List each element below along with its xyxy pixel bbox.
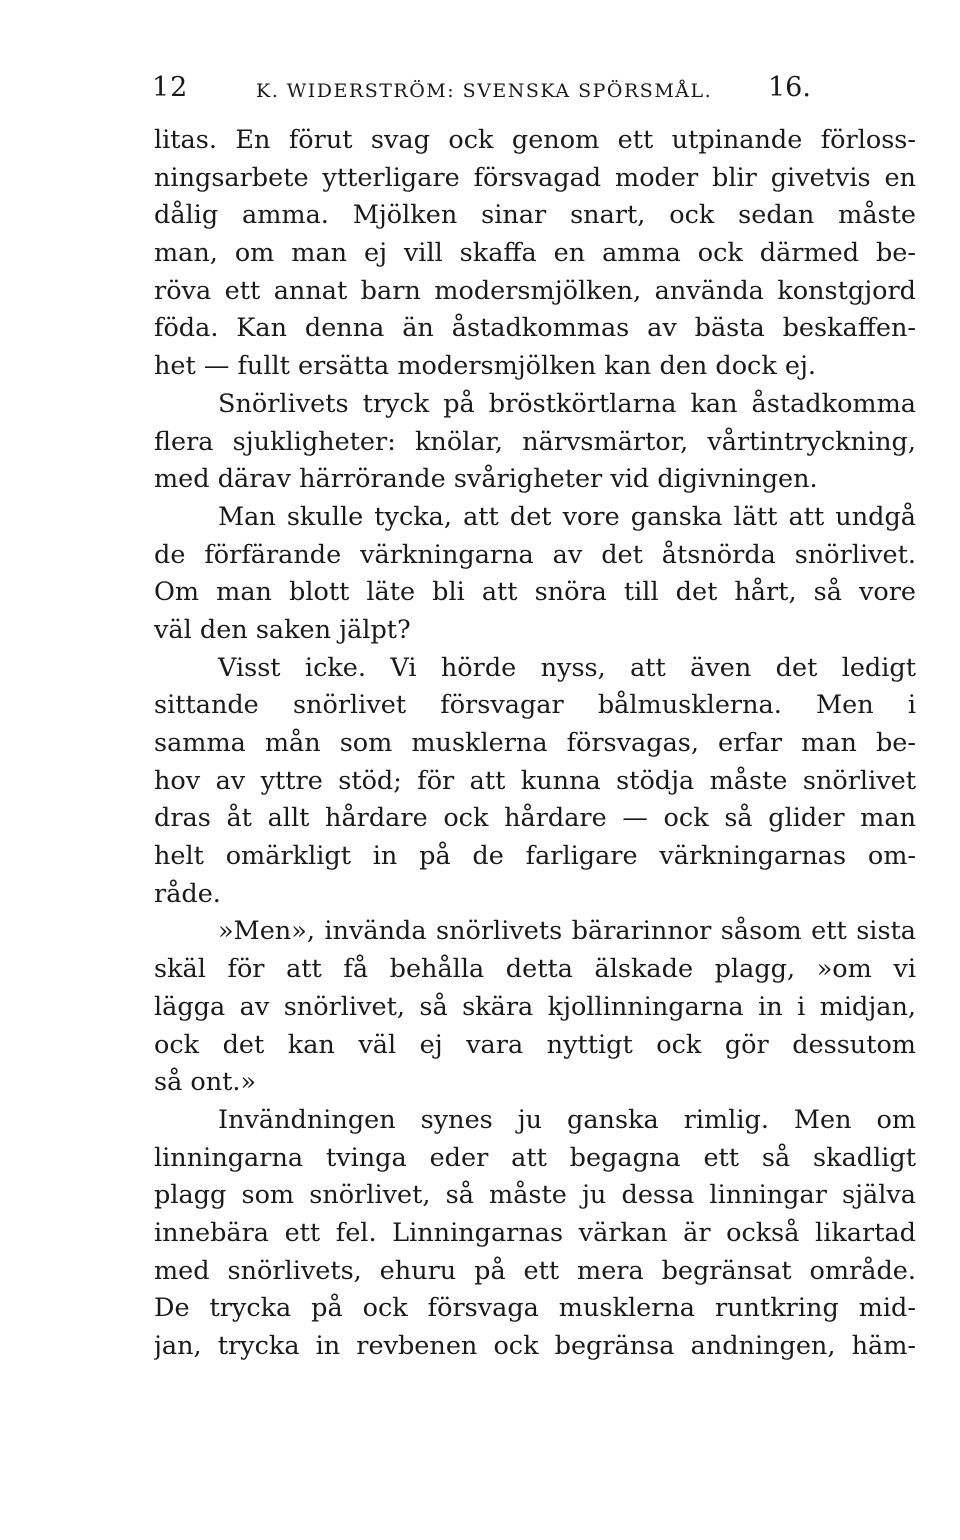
- text-line: »Men», invända snörlivets bärarinnor såsom ett sista: [218, 916, 916, 947]
- text-line: dålig amma. Mjölken sinar snart, ock sedan måste: [154, 200, 916, 231]
- text-line: ock det kan väl ej vara nyttigt ock gör dessutom: [154, 1029, 916, 1060]
- page-number: 12: [152, 72, 189, 103]
- text-line: Visst icke. Vi hörde nyss, att även det ledigt: [218, 652, 916, 683]
- text-line: linningarna tvinga eder att begagna ett så skadligt: [154, 1142, 916, 1173]
- text-line: De trycka på ock försvaga musklerna runtkring mid-: [154, 1293, 916, 1324]
- text-line: föda. Kan denna än åstadkommas av bästa beskaffen-: [154, 313, 916, 344]
- text-line: de förfärande värkningarna av det åtsnörda snörlivet.: [154, 539, 916, 570]
- text-line: plagg som snörlivet, så måste ju dessa linningar själva: [154, 1180, 916, 1211]
- text-line: jan, trycka in revbenen ock begränsa andningen, häm-: [154, 1331, 916, 1361]
- text-line: väl den saken jälpt?: [154, 614, 411, 645]
- text-line: lägga av snörlivet, så skära kjollinningarna in i midjan,: [154, 991, 916, 1022]
- running-title: K. WIDERSTRÖM: SVENSKA SPÖRSMÅL.: [256, 80, 713, 102]
- text-line: med därav härrörande svårigheter vid digivningen.: [154, 464, 818, 495]
- body-text: [154, 122, 916, 1366]
- text-line: helt omärkligt in på de farligare värkningarnas om-: [154, 841, 916, 872]
- text-line: Snörlivets tryck på bröstkörtlarna kan åstadkomma: [218, 388, 916, 419]
- text-line: sittande snörlivet försvagar bålmusklerna. Men i: [154, 690, 916, 721]
- text-line: skäl för att få behålla detta älskade plagg, »om vi: [154, 954, 916, 985]
- text-line: så ont.»: [154, 1067, 257, 1098]
- text-line: man, om man ej vill skaffa en amma ock därmed be-: [154, 238, 916, 269]
- text-line: flera sjukligheter: knölar, närvsmärtor, vårtintryckning,: [154, 426, 916, 457]
- text-line: Man skulle tycka, att det vore ganska lätt att undgå: [218, 501, 916, 532]
- text-line: innebära ett fel. Linningarnas värkan är också likartad: [154, 1217, 916, 1248]
- running-header: [152, 72, 832, 112]
- text-line: litas. En förut svag ock genom ett utpinande förloss-: [154, 125, 916, 155]
- text-line: råde.: [154, 878, 221, 909]
- text-line: med snörlivets, ehuru på ett mera begränsat område.: [154, 1255, 916, 1286]
- text-line: het — fullt ersätta modersmjölken kan den dock ej.: [154, 351, 817, 382]
- section-number: 16.: [768, 72, 811, 103]
- text-line: röva ett annat barn modersmjölken, använda konstgjord: [154, 275, 916, 306]
- text-line: Invändningen synes ju ganska rimlig. Men om: [218, 1104, 916, 1135]
- text-line: hov av yttre stöd; för att kunna stödja måste snörlivet: [154, 765, 916, 796]
- text-line: dras åt allt hårdare ock hårdare — ock så glider man: [154, 803, 916, 834]
- text-line: Om man blott läte bli att snöra till det hårt, så vore: [154, 577, 916, 608]
- text-line: samma mån som musklerna försvagas, erfar man be-: [154, 728, 916, 758]
- text-line: ningsarbete ytterligare försvagad moder blir givetvis en: [154, 162, 916, 193]
